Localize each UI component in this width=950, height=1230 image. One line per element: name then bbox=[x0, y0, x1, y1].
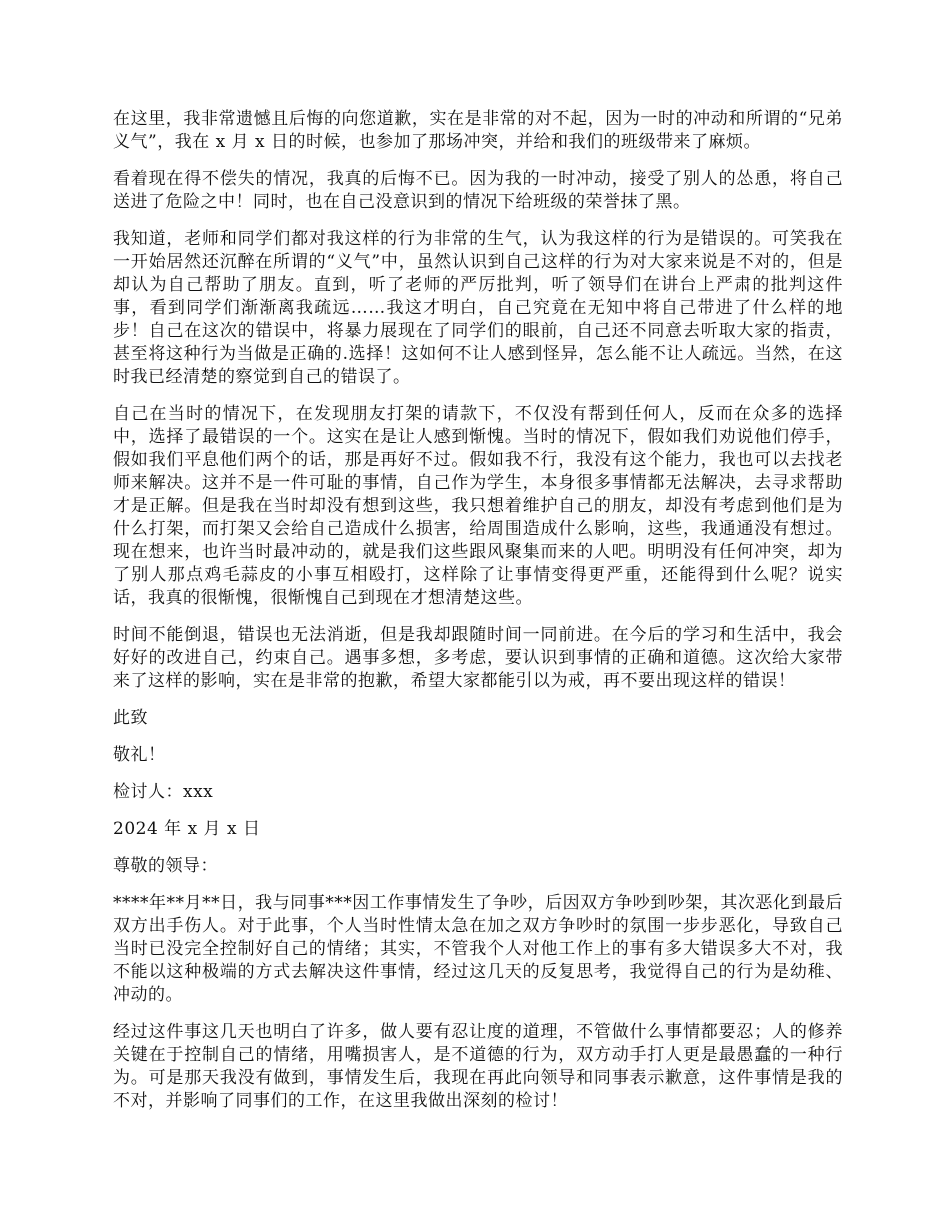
paragraph-reflection: 我知道，老师和同学们都对我这样的行为非常的生气，认为我这样的行为是错误的。可笑我在一开始居然还沉醉在所谓的“义气”中，虽然认识到自己这样的行为对大家来说是不对的，但是却认为自己帮助了朋友。直到，听了老师的严厉批判，听了领导们在讲台上严肃的批判这件事，看到同学们渐渐离我疏远……我这才明白，自己究竟在无知中将自己带进了什么样的地步！自己在这次的错误中，将暴力展现在了同学们的眼前，自己还不同意去听取大家的指责，甚至将这种行为当做是正确的.选择！这如何不让人感到怪异，怎么能不让人疏远。当然，在这时我已经清楚的察觉到自己的错误了。 bbox=[113, 229, 843, 387]
paragraph-lesson: 经过这件事这几天也明白了许多，做人要有忍让度的道理，不管做什么事情都要忍；人的修养关键在于控制自己的情绪，用嘴损害人，是不道德的行为，双方动手打人更是最愚蠢的一种行为。可是那天我没有做到，事情发生后，我现在再此向领导和同事表示歉意，这件事情是我的不对，并影响了同事们的工作，在这里我做出深刻的检讨！ bbox=[113, 1022, 843, 1111]
signature-line: 检讨人：xxx bbox=[113, 782, 214, 802]
date-line: 2024 年 x 月 x 日 bbox=[113, 819, 261, 839]
closing-salutation: 此致 bbox=[113, 708, 148, 728]
paragraph-apology-intro: 在这里，我非常遗憾且后悔的向您道歉，实在是非常的对不起，因为一时的冲动和所谓的“兄弟义气”，我在 x 月 x 日的时候，也参加了那场冲突，并给和我们的班级带来了麻烦。 bbox=[113, 109, 843, 152]
paragraph-incident: ****年**月**日，我与同事***因工作事情发生了争吵，后因双方争吵到吵架，其次恶化到最后双方出手伤人。对于此事，个人当时性情太急在加之双方争吵时的氛围一步步恶化，导致自己当时已没完全控制好自己的情绪；其实，不管我个人对他工作上的事有多大错误多大不对，我不能以这种极端的方式去解决这件事情，经过这几天的反复思考，我觉得自己的行为是幼稚、冲动的。 bbox=[113, 893, 843, 1005]
second-letter-greeting: 尊敬的领导： bbox=[113, 856, 218, 876]
document-body bbox=[113, 108, 843, 1127]
paragraph-regret: 看着现在得不偿失的情况，我真的后悔不已。因为我的一时冲动，接受了别人的怂恿，将自己送进了危险之中！同时，也在自己没意识到的情况下给班级的荣誉抹了黑。 bbox=[113, 169, 843, 212]
closing-respect: 敬礼！ bbox=[113, 745, 166, 765]
paragraph-resolution: 时间不能倒退，错误也无法消逝，但是我却跟随时间一同前进。在今后的学习和生活中，我会好好的改进自己，约束自己。遇事多想，多考虑，要认识到事情的正确和道德。这次给大家带来了这样的影响，实在是非常的抱歉，希望大家都能引以为戒，再不要出现这样的错误！ bbox=[113, 625, 843, 691]
paragraph-analysis: 自己在当时的情况下，在发现朋友打架的请款下，不仅没有帮到任何人，反而在众多的选择中，选择了最错误的一个。这实在是让人感到惭愧。当时的情况下，假如我们劝说他们停手，假如我们平息他们两个的话，那是再好不过。假如我不行，我没有这个能力，我也可以去找老师来解决。这并不是一件可耻的事情，自己作为学生，本身很多事情都无法解决，去寻求帮助才是正解。但是我在当时却没有想到这些，我只想着维护自己的朋友，却没有考虑到他们是为什么打架，而打架又会给自己造成什么损害，给周围造成什么影响，这些，我通通没有想过。现在想来，也许当时最冲动的，就是我们这些跟风聚集而来的人吧。明明没有任何冲突，却为了别人那点鸡毛蒜皮的小事互相殴打，这样除了让事情变得更严重，还能得到什么呢？说实话，我真的很惭愧，很惭愧自己到现在才想清楚这些。 bbox=[113, 404, 843, 608]
